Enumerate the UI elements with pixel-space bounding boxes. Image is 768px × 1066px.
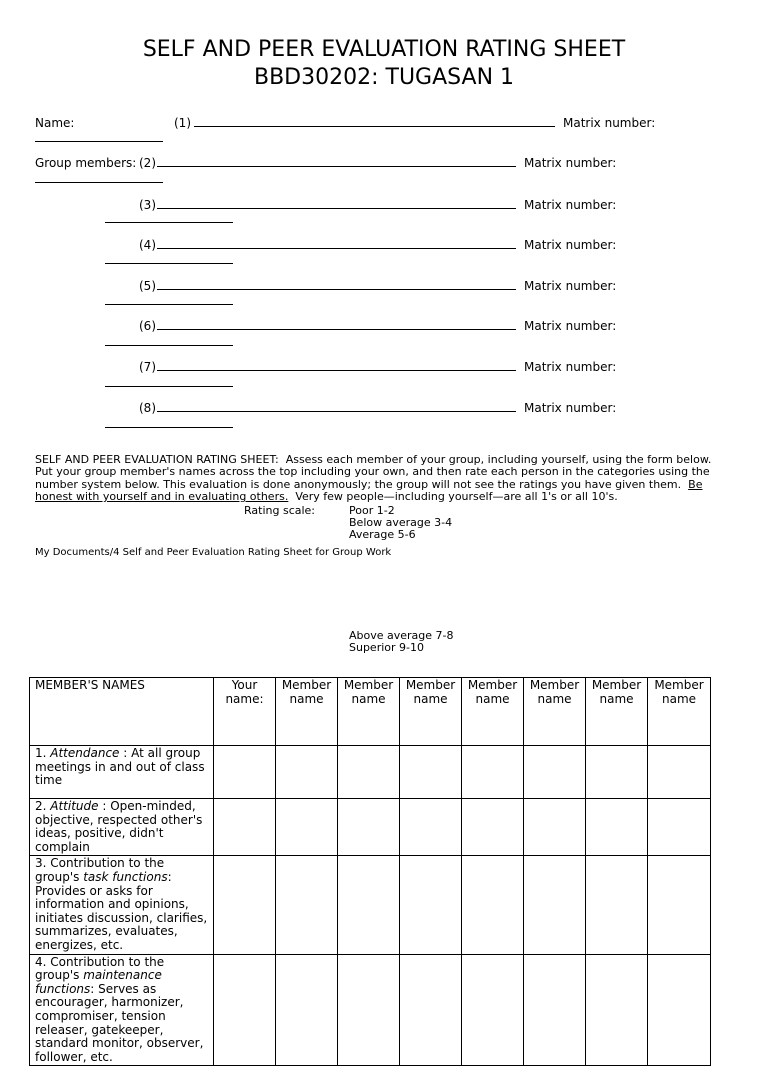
matrix-label-6: Matrix number: xyxy=(524,319,617,333)
header-member-name: Member name xyxy=(648,678,711,746)
member-name-field-7[interactable] xyxy=(157,370,516,371)
rating-cell[interactable] xyxy=(586,954,648,1066)
member-name-field-8[interactable] xyxy=(157,411,516,412)
matrix-field-3[interactable] xyxy=(105,222,233,223)
rating-cell[interactable] xyxy=(400,856,462,954)
member-number-8: (8) xyxy=(139,401,156,415)
header-member-name: Member name xyxy=(586,678,648,746)
matrix-label-4: Matrix number: xyxy=(524,238,617,252)
header-member-name: Member name xyxy=(400,678,462,746)
rating-cell[interactable] xyxy=(276,954,338,1066)
rating-cell[interactable] xyxy=(648,746,711,799)
table-header-row xyxy=(30,678,711,746)
criterion-number: 1. xyxy=(35,746,51,760)
criterion-task-functions xyxy=(30,856,214,954)
rating-scale-average: Average 5-6 xyxy=(349,528,416,541)
instructions-body: Assess each member of your group, including yourself, using the form below. Put your group member's names across the top including your own, and then rate each person in the categories using the number system below. This evaluation is done anonymously; the group will not see the ratings you have given them. xyxy=(35,453,712,491)
rating-cell[interactable] xyxy=(586,856,648,954)
member-number-4: (4) xyxy=(139,238,156,252)
criterion-attendance xyxy=(30,746,214,799)
rating-scale-label: Rating scale: xyxy=(244,504,316,517)
name-field[interactable] xyxy=(194,126,555,127)
rating-cell[interactable] xyxy=(276,856,338,954)
rating-cell[interactable] xyxy=(648,799,711,856)
criterion-description: : Serves as encourager, harmonizer, compromiser, tension releaser, gatekeeper, standard monitor, observer, follower, etc. xyxy=(35,981,204,1064)
rating-cell[interactable] xyxy=(462,746,524,799)
table-row xyxy=(30,746,711,799)
rating-cell[interactable] xyxy=(338,856,400,954)
matrix-label-3: Matrix number: xyxy=(524,198,617,212)
rating-cell[interactable] xyxy=(524,746,586,799)
criterion-maintenance-functions xyxy=(30,954,214,1066)
rating-cell[interactable] xyxy=(586,746,648,799)
rating-cell[interactable] xyxy=(462,799,524,856)
header-member-name: Member name xyxy=(462,678,524,746)
matrix-field-5[interactable] xyxy=(105,304,233,305)
matrix-label-8: Matrix number: xyxy=(524,401,617,415)
rating-cell[interactable] xyxy=(524,856,586,954)
criterion-attitude xyxy=(30,799,214,856)
matrix-field-8[interactable] xyxy=(105,427,233,428)
matrix-label-2: Matrix number: xyxy=(524,156,617,170)
table-row xyxy=(30,954,711,1066)
criterion-term: Attitude xyxy=(50,799,99,813)
rating-cell[interactable] xyxy=(648,856,711,954)
criterion-prefix: 4. Contribution to the group's xyxy=(35,954,165,983)
rating-cell[interactable] xyxy=(338,954,400,1066)
criterion-number: 2. xyxy=(35,799,51,813)
document-title: SELF AND PEER EVALUATION RATING SHEET xyxy=(142,37,626,62)
rating-cell[interactable] xyxy=(338,746,400,799)
rating-cell[interactable] xyxy=(338,799,400,856)
member-name-field-5[interactable] xyxy=(157,289,516,290)
rating-scale-above-average: Above average 7-8 xyxy=(349,629,454,642)
document-subtitle: BBD30202: TUGASAN 1 xyxy=(253,65,515,90)
member-name-field-2[interactable] xyxy=(157,166,516,167)
criterion-term: maintenance functions xyxy=(35,968,162,996)
criterion-term: task functions xyxy=(83,869,168,884)
matrix-field-2[interactable] xyxy=(35,182,163,183)
rating-cell[interactable] xyxy=(214,954,276,1066)
header-your-name: Your name: xyxy=(214,678,276,746)
rating-scale-superior: Superior 9-10 xyxy=(349,641,424,654)
member-number-7: (7) xyxy=(139,360,156,374)
rating-cell[interactable] xyxy=(462,954,524,1066)
member-number-1: (1) xyxy=(174,116,191,130)
rating-cell[interactable] xyxy=(276,799,338,856)
rating-cell[interactable] xyxy=(400,746,462,799)
criterion-description: : Open-minded, objective, respected other's ideas, positive, didn't complain xyxy=(35,799,203,854)
table-row xyxy=(30,856,711,954)
group-members-label: Group members: xyxy=(35,156,137,170)
matrix-label-1: Matrix number: xyxy=(563,116,656,130)
matrix-field-7[interactable] xyxy=(105,386,233,387)
rating-cell[interactable] xyxy=(276,746,338,799)
rating-cell[interactable] xyxy=(524,799,586,856)
criterion-description: : At all group meetings in and out of class time xyxy=(35,746,205,788)
criterion-prefix: 3. Contribution to the group's xyxy=(35,856,165,884)
member-name-field-4[interactable] xyxy=(157,248,516,249)
rating-cell[interactable] xyxy=(648,954,711,1066)
matrix-field-4[interactable] xyxy=(105,263,233,264)
instructions-honesty: Be honest with yourself and in evaluating others. xyxy=(35,477,703,504)
document-path: My Documents/4 Self and Peer Evaluation Rating Sheet for Group Work xyxy=(35,547,392,558)
rating-cell[interactable] xyxy=(586,799,648,856)
rating-scale-below-average: Below average 3-4 xyxy=(349,516,453,529)
rating-cell[interactable] xyxy=(214,856,276,954)
rating-cell[interactable] xyxy=(400,799,462,856)
table-row xyxy=(30,799,711,856)
rating-cell[interactable] xyxy=(524,954,586,1066)
rating-cell[interactable] xyxy=(462,856,524,954)
member-number-5: (5) xyxy=(139,279,156,293)
matrix-label-5: Matrix number: xyxy=(524,279,617,293)
instructions-lead: SELF AND PEER EVALUATION RATING SHEET: xyxy=(35,453,279,466)
rating-scale-poor: Poor 1-2 xyxy=(349,504,395,517)
rating-cell[interactable] xyxy=(214,799,276,856)
rating-table xyxy=(29,677,711,1066)
instructions-tail: Very few people—including yourself—are all 1's or all 10's. xyxy=(295,490,618,504)
header-member-name: Member name xyxy=(524,678,586,746)
member-name-field-3[interactable] xyxy=(157,208,516,209)
header-member-name: Member name xyxy=(338,678,400,746)
matrix-field-1[interactable] xyxy=(35,141,163,142)
rating-cell[interactable] xyxy=(214,746,276,799)
member-name-field-6[interactable] xyxy=(157,329,516,330)
member-number-6: (6) xyxy=(139,319,156,333)
name-label: Name: xyxy=(35,116,75,130)
criterion-description: : Provides or asks for information and opinions, initiates discussion, clarifies, summarizes, evaluates, energizes, etc. xyxy=(35,869,208,952)
member-number-2: (2) xyxy=(139,156,156,170)
matrix-label-7: Matrix number: xyxy=(524,360,617,374)
matrix-field-6[interactable] xyxy=(105,345,233,346)
header-member-names: MEMBER'S NAMES xyxy=(30,678,214,746)
instructions-paragraph xyxy=(35,454,725,504)
member-number-3: (3) xyxy=(139,198,156,212)
rating-cell[interactable] xyxy=(400,954,462,1066)
header-member-name: Member name xyxy=(276,678,338,746)
criterion-term: Attendance xyxy=(50,746,120,760)
